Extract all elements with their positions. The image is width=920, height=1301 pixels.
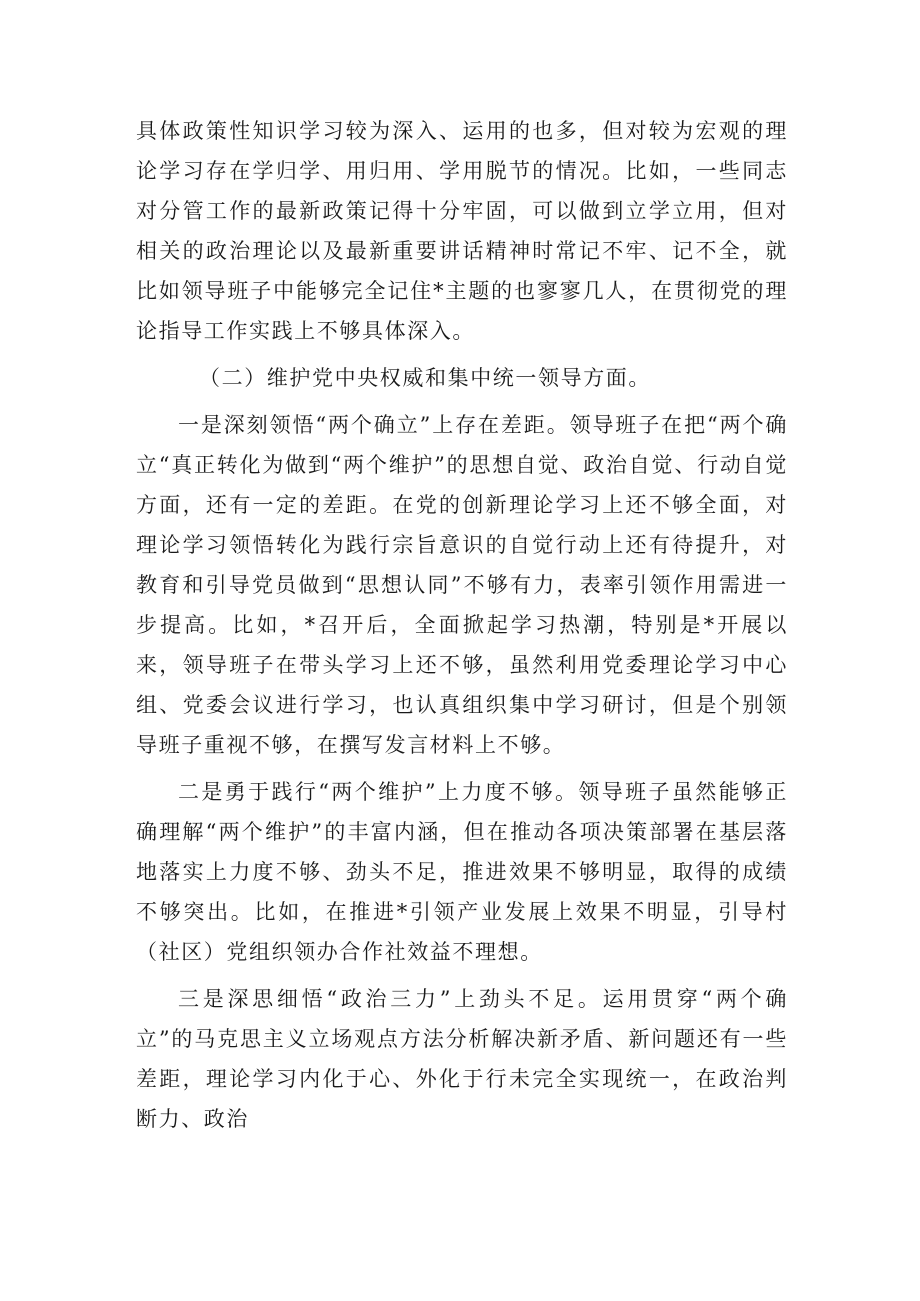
paragraph-point-one: 一是深刻领悟“两个确立”上存在差距。领导班子在把“两个确立“真正转化为做到“两个维护”的思想自觉、政治自觉、行动自觉方面，还有一定的差距。在党的创新理论学习上还不够全面，对理论学习领悟转化为践行宗旨意识的自觉行动上还有待提升，对教育和引导党员做到“思想认同”不够有力，表率引领作用需进一步提高。比如，*召开后，全面掀起学习热潮，特别是*开展以来，领导班子在带头学习上还不够，虽然利用党委理论学习中心组、党委会议进行学习，也认真组织集中学习研讨，但是个别领导班子重视不够，在撰写发言材料上不够。 <box>136 413 788 757</box>
paragraph-point-two: 二是勇于践行“两个维护”上力度不够。领导班子虽然能够正确理解“两个维护”的丰富内涵，但在推动各项决策部署在基层落地落实上力度不够、劲头不足，推进效果不够明显，取得的成绩不够突出。比如，在推进*引领产业发展上效果不明显，引导村（社区）党组织领办合作社效益不理想。 <box>136 780 788 964</box>
paragraph-point-three: 三是深思细悟“政治三力”上劲头不足。运用贯穿“两个确立”的马克思主义立场观点方法分析解决新矛盾、新问题还有一些差距，理论学习内化于心、外化于行未完全实现统一，在政治判断力、政治 <box>136 987 788 1131</box>
paragraph-continuation: 具体政策性知识学习较为深入、运用的也多，但对较为宏观的理论学习存在学归学、用归用、学用脱节的情况。比如，一些同志对分管工作的最新政策记得十分牢固，可以做到立学立用，但对相关的政治理论以及最新重要讲话精神时常记不牢、记不全，就比如领导班子中能够完全记住*主题的也寥寥几人，在贯彻党的理论指导工作实践上不够具体深入。 <box>136 119 788 343</box>
document-body <box>136 111 788 1146</box>
section-heading: （二）维护党中央权威和集中统一领导方面。 <box>199 366 651 390</box>
